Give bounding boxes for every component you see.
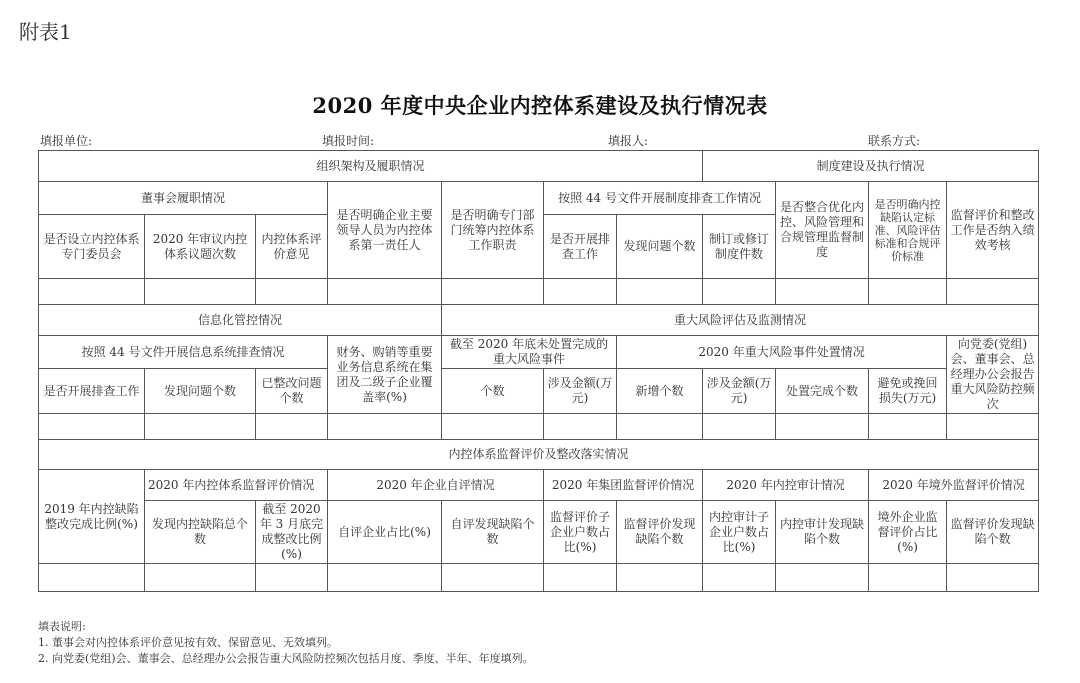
table-row bbox=[39, 564, 1039, 592]
blank-cell[interactable] bbox=[776, 414, 869, 440]
blank-cell[interactable] bbox=[39, 279, 145, 305]
blank-cell[interactable] bbox=[617, 279, 703, 305]
blank-cell[interactable] bbox=[39, 564, 145, 592]
fill-instructions bbox=[38, 619, 534, 667]
it-problems-rectified: 已整改问题个数 bbox=[256, 369, 328, 414]
board-duty-header: 董事会履职情况 bbox=[39, 182, 328, 215]
document-title: 2020 年度中央企业内控体系建设及执行情况表 bbox=[312, 93, 768, 118]
blank-cell[interactable] bbox=[256, 279, 328, 305]
blank-cell[interactable] bbox=[328, 279, 442, 305]
risk-report-frequency: 向党委(党组)会、董事会、总经理办公会报告重大风险防控频次 bbox=[947, 336, 1039, 414]
problems-found-count: 发现问题个数 bbox=[617, 215, 703, 279]
self-eval-ratio: 自评企业占比(%) bbox=[328, 501, 442, 564]
defect-standards: 是否明确内控缺陷认定标准、风险评估标准和合规评价标准 bbox=[869, 182, 947, 279]
self-eval-header: 2020 年企业自评情况 bbox=[328, 470, 544, 501]
blank-cell[interactable] bbox=[442, 414, 544, 440]
integrate-optimize-system: 是否整合优化内控、风险管理和合规管理监督制度 bbox=[776, 182, 869, 279]
audit-header: 2020 年内控审计情况 bbox=[703, 470, 869, 501]
it-control-header: 信息化管控情况 bbox=[39, 305, 442, 336]
org-structure-header: 组织架构及履职情况 bbox=[39, 151, 703, 182]
field-reporting-time: 填报时间: bbox=[322, 134, 375, 148]
blank-cell[interactable] bbox=[145, 279, 256, 305]
blank-cell[interactable] bbox=[703, 279, 776, 305]
doc44-it-check-header: 按照 44 号文件开展信息系统排查情况 bbox=[39, 336, 328, 369]
notes-heading: 填表说明: bbox=[38, 620, 86, 633]
blank-cell[interactable] bbox=[947, 279, 1039, 305]
field-reporter: 填报人: bbox=[608, 134, 649, 148]
review-topic-count: 2020 年审议内控体系议题次数 bbox=[145, 215, 256, 279]
blank-cell[interactable] bbox=[776, 564, 869, 592]
audit-defects: 内控审计发现缺陷个数 bbox=[776, 501, 869, 564]
evaluation-in-performance: 监督评价和整改工作是否纳入绩效考核 bbox=[947, 182, 1039, 279]
unhandled-risk-events: 截至 2020 年底未处置完成的重大风险事件 bbox=[442, 336, 617, 369]
blank-cell[interactable] bbox=[256, 564, 328, 592]
group-eval-ratio: 监督评价子企业户数占比(%) bbox=[544, 501, 617, 564]
handled-count: 处置完成个数 bbox=[776, 369, 869, 414]
internal-control-table bbox=[38, 150, 1039, 592]
table-row bbox=[39, 414, 1039, 440]
blank-cell[interactable] bbox=[544, 414, 617, 440]
blank-cell[interactable] bbox=[442, 279, 544, 305]
overseas-eval-header: 2020 年境外监督评价情况 bbox=[869, 470, 1039, 501]
blank-cell[interactable] bbox=[703, 564, 776, 592]
table-row bbox=[39, 279, 1039, 305]
note-item: 1. 董事会对内控体系评价意见按有效、保留意见、无效填列。 bbox=[38, 636, 338, 649]
blank-cell[interactable] bbox=[328, 564, 442, 592]
self-eval-defects: 自评发现缺陷个数 bbox=[442, 501, 544, 564]
note-item: 2. 向党委(党组)会、董事会、总经理办公会报告重大风险防控频次包括月度、季度、半年、年度填列。 bbox=[38, 652, 534, 665]
field-reporting-unit: 填报单位: bbox=[40, 134, 93, 148]
new-event-count: 新增个数 bbox=[617, 369, 703, 414]
blank-cell[interactable] bbox=[256, 414, 328, 440]
overseas-defects: 监督评价发现缺陷个数 bbox=[947, 501, 1039, 564]
eval-2020-header: 2020 年内控体系监督评价情况 bbox=[145, 470, 328, 501]
annex-label: 附表1 bbox=[19, 20, 72, 44]
major-risk-header: 重大风险评估及监测情况 bbox=[442, 305, 1039, 336]
system-building-header: 制度建设及执行情况 bbox=[703, 151, 1039, 182]
blank-cell[interactable] bbox=[544, 279, 617, 305]
blank-cell[interactable] bbox=[947, 564, 1039, 592]
blank-cell[interactable] bbox=[442, 564, 544, 592]
special-committee: 是否设立内控体系专门委员会 bbox=[39, 215, 145, 279]
blank-cell[interactable] bbox=[869, 564, 947, 592]
blank-cell[interactable] bbox=[869, 279, 947, 305]
blank-cell[interactable] bbox=[617, 414, 703, 440]
defects-found-total: 发现内控缺陷总个数 bbox=[145, 501, 256, 564]
blank-cell[interactable] bbox=[544, 564, 617, 592]
board-evaluation-opinion: 内控体系评价意见 bbox=[256, 215, 328, 279]
unhandled-count: 个数 bbox=[442, 369, 544, 414]
dedicated-department-duty: 是否明确专门部门统筹内控体系工作职责 bbox=[442, 182, 544, 279]
it-problems-found: 发现问题个数 bbox=[145, 369, 256, 414]
unhandled-amount: 涉及金额(万元) bbox=[544, 369, 617, 414]
main-leader-responsibility: 是否明确企业主要领导人员为内控体系第一责任人 bbox=[328, 182, 442, 279]
blank-cell[interactable] bbox=[328, 414, 442, 440]
it-check-conducted: 是否开展排查工作 bbox=[39, 369, 145, 414]
doc44-system-check-header: 按照 44 号文件开展制度排查工作情况 bbox=[544, 182, 776, 215]
rectification-2019-ratio: 2019 年内控缺陷整改完成比例(%) bbox=[39, 470, 145, 564]
overseas-ratio: 境外企业监督评价占比(%) bbox=[869, 501, 947, 564]
loss-avoided: 避免或挽回损失(万元) bbox=[869, 369, 947, 414]
blank-cell[interactable] bbox=[776, 279, 869, 305]
march-rectification-ratio: 截至 2020 年 3 月底完成整改比例(%) bbox=[256, 501, 328, 564]
supervision-header: 内控体系监督评价及整改落实情况 bbox=[39, 440, 1039, 470]
group-eval-header: 2020 年集团监督评价情况 bbox=[544, 470, 703, 501]
blank-cell[interactable] bbox=[145, 564, 256, 592]
risk-handling-header: 2020 年重大风险事件处置情况 bbox=[617, 336, 947, 369]
blank-cell[interactable] bbox=[39, 414, 145, 440]
blank-cell[interactable] bbox=[703, 414, 776, 440]
check-conducted: 是否开展排查工作 bbox=[544, 215, 617, 279]
it-system-coverage: 财务、购销等重要业务信息系统在集团及二级子企业覆盖率(%) bbox=[328, 336, 442, 414]
field-contact: 联系方式: bbox=[868, 134, 921, 148]
blank-cell[interactable] bbox=[145, 414, 256, 440]
audit-ratio: 内控审计子企业户数占比(%) bbox=[703, 501, 776, 564]
group-eval-defects: 监督评价发现缺陷个数 bbox=[617, 501, 703, 564]
new-event-amount: 涉及金额(万元) bbox=[703, 369, 776, 414]
revised-system-count: 制订或修订制度件数 bbox=[703, 215, 776, 279]
blank-cell[interactable] bbox=[617, 564, 703, 592]
blank-cell[interactable] bbox=[869, 414, 947, 440]
blank-cell[interactable] bbox=[947, 414, 1039, 440]
